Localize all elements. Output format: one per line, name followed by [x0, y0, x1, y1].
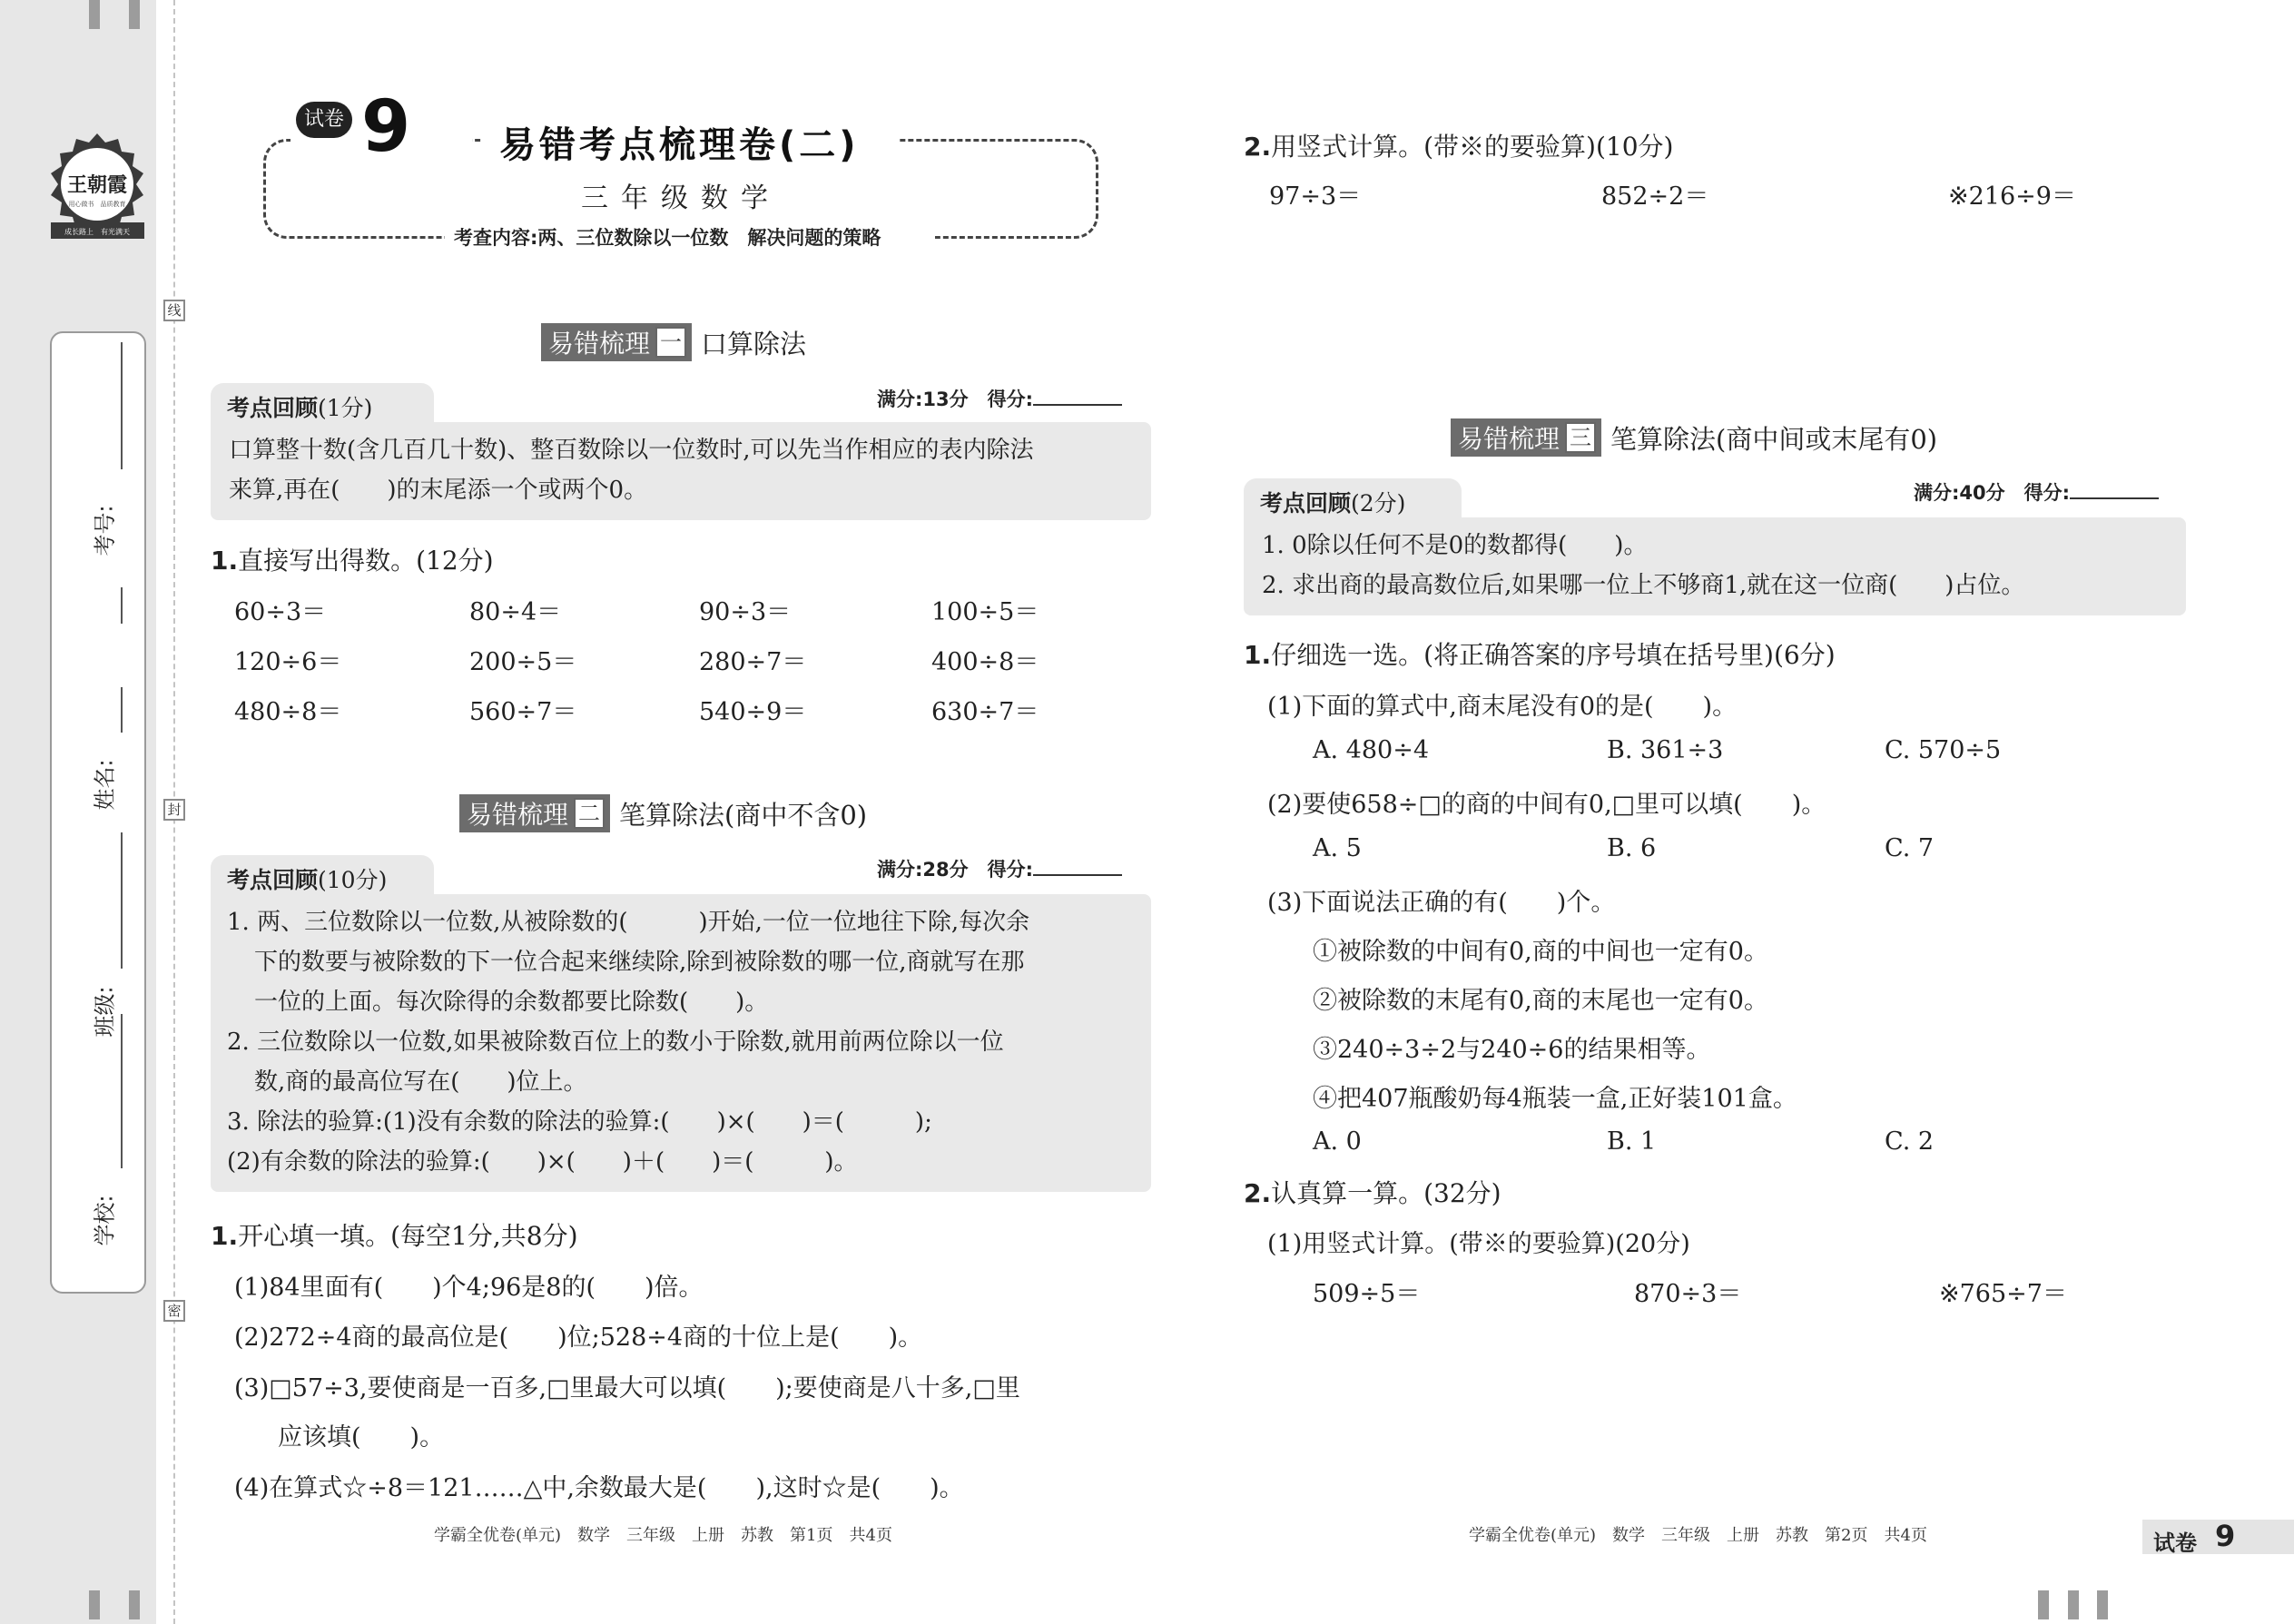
vertical-calc-item: ※765÷7＝ [1939, 1280, 2067, 1308]
mental-calc-item: 560÷7＝ [469, 698, 577, 726]
sub-question: (1)用竖式计算。(带※的要验算)(20分) [1267, 1230, 1690, 1258]
registration-mark [129, 0, 140, 29]
choice-question: (3)下面说法正确的有( )个。 [1267, 889, 1616, 917]
option-b[interactable]: B. 6 [1607, 834, 1657, 862]
fill-in-item: (3)□57÷3,要使商是一百多,□里最大可以填( );要使商是八十多,□里 [234, 1374, 1020, 1403]
registration-mark [129, 1590, 140, 1619]
registration-mark [2038, 1590, 2049, 1619]
fill-in-item: (1)84里面有( )个4;96是8的( )倍。 [234, 1274, 704, 1302]
vertical-calc-item: 852÷2＝ [1601, 182, 1709, 211]
vertical-calc-item: 509÷5＝ [1313, 1280, 1421, 1308]
mental-calc-item: 630÷7＝ [931, 698, 1039, 726]
fill-in-item: (2)272÷4商的最高位是( )位;528÷4商的十位上是( )。 [234, 1324, 923, 1352]
option-c[interactable]: C. 7 [1885, 834, 1935, 862]
option-c[interactable]: C. 2 [1885, 1127, 1935, 1156]
vertical-calc-item: ※216÷9＝ [1948, 182, 2076, 211]
mental-calc-item: 100÷5＝ [931, 598, 1039, 626]
review-tab: 考点回顾(1分) [211, 383, 434, 428]
registration-mark [2097, 1590, 2108, 1619]
statement: ②被除数的末尾有0,商的末尾也一定有0。 [1313, 987, 1768, 1015]
brand-logo [45, 132, 150, 245]
paper-scope: 考查内容:两、三位数除以一位数 解决问题的策略 [454, 227, 881, 249]
registration-mark [89, 1590, 100, 1619]
svg-text:成长路上 有光满天: 成长路上 有光满天 [64, 228, 130, 236]
score-line: 满分:28分 得分: [877, 855, 1122, 882]
score-blank[interactable] [1033, 863, 1122, 876]
fill-in-item: (4)在算式☆÷8＝121……△中,余数最大是( ),这时☆是( )。 [234, 1474, 964, 1502]
section-title-2: 易错梳理 二 笔算除法(商中不含0) [459, 794, 867, 832]
review-text: 口算整十数(含几百几十数)、整百数除以一位数时,可以先当作相应的表内除法 来算,再在( )的末尾添一个或两个0。 [229, 437, 1034, 504]
statement: ①被除数的中间有0,商的中间也一定有0。 [1313, 938, 1768, 966]
registration-mark [89, 0, 100, 29]
vertical-calc-item: 97÷3＝ [1269, 182, 1362, 211]
paper-title: 易错考点梳理卷(二) [499, 124, 860, 166]
corner-number: 9 [2215, 1519, 2236, 1553]
corner-label: 试卷 [2153, 1530, 2197, 1556]
review-text: 1. 0除以任何不是0的数都得( )。 2. 求出商的最高数位后,如果哪一位上不够商1,就在这一位商( )占位。 [1262, 532, 2025, 599]
score-blank[interactable] [2070, 487, 2159, 499]
vertical-calc-item: 870÷3＝ [1634, 1280, 1742, 1308]
mental-calc-item: 540÷9＝ [699, 698, 807, 726]
fill-in-item: 应该填( )。 [278, 1423, 445, 1452]
page-footer-right: 学霸全优卷(单元) 数学 三年级 上册 苏教 第2页 共4页 [1469, 1526, 1927, 1545]
option-b[interactable]: B. 1 [1607, 1127, 1657, 1156]
mental-calc-item: 480÷8＝ [234, 698, 342, 726]
mental-calc-item: 280÷7＝ [699, 648, 807, 676]
option-a[interactable]: A. 0 [1313, 1127, 1362, 1156]
review-tab: 考点回顾(2分) [1244, 478, 1462, 524]
review-text: 1. 两、三位数除以一位数,从被除数的( )开始,一位一位地往下除,每次余 下的数要与被除数的下一位合起来继续除,除到被除数的哪一位,商就写在那 一位的上面。每次除得的余数都要比除数( )。 2. 三位数除以一位数,如果被除数百位上的数小于除数,就用前两位除以一位 数,商的最高位写在( )位上。 3. 除法的验算:(1)没有余数的除法的验算:( )×( )＝( ); (2)有余数的除法的验算:( )×( )＋( )＝( )。 [227, 909, 1030, 1176]
question-heading: 2.认真算一算。(32分) [1244, 1178, 1501, 1208]
cut-mark-mi: 密 [163, 1300, 185, 1322]
choice-question: (2)要使658÷□的商的中间有0,□里可以填( )。 [1267, 791, 1826, 819]
svg-text:用心做书 品质教育: 用心做书 品质教育 [68, 201, 126, 208]
question-heading: 1.仔细选一选。(将正确答案的序号填在括号里)(6分) [1244, 640, 1836, 670]
mental-calc-item: 400÷8＝ [931, 648, 1039, 676]
cut-mark-xian: 线 [163, 300, 185, 321]
section-title-1: 易错梳理 一 口算除法 [541, 323, 806, 361]
registration-mark [2068, 1590, 2079, 1619]
mental-calc-item: 90÷3＝ [699, 598, 792, 626]
option-b[interactable]: B. 361÷3 [1607, 736, 1724, 764]
option-a[interactable]: A. 480÷4 [1313, 736, 1429, 764]
statement: ③240÷3÷2与240÷6的结果相等。 [1313, 1036, 1711, 1064]
paper-subject: 三年级数学 [581, 182, 781, 214]
statement: ④把407瓶酸奶每4瓶装一盒,正好装101盒。 [1313, 1085, 1797, 1113]
paper-badge: 试卷 [296, 102, 352, 138]
mental-calc-item: 200÷5＝ [469, 648, 577, 676]
question-heading: 1.开心填一填。(每空1分,共8分) [211, 1221, 578, 1251]
score-line: 满分:40分 得分: [1914, 478, 2159, 506]
cut-mark-feng: 封 [163, 799, 185, 821]
question-heading: 2.用竖式计算。(带※的要验算)(10分) [1244, 132, 1674, 162]
mental-calc-item: 120÷6＝ [234, 648, 342, 676]
mental-calc-item: 80÷4＝ [469, 598, 562, 626]
student-info-box: 考号: 姓名: 班级: 学校: [50, 331, 146, 1294]
score-line: 满分:13分 得分: [877, 385, 1122, 412]
score-blank[interactable] [1033, 393, 1122, 406]
question-heading: 1.直接写出得数。(12分) [211, 546, 494, 576]
paper-number: 9 [361, 86, 411, 168]
svg-text:王朝霞: 王朝霞 [66, 173, 128, 197]
page-footer-left: 学霸全优卷(单元) 数学 三年级 上册 苏教 第1页 共4页 [434, 1526, 892, 1545]
section-title-3: 易错梳理 三 笔算除法(商中间或末尾有0) [1451, 418, 1937, 457]
choice-question: (1)下面的算式中,商末尾没有0的是( )。 [1267, 693, 1738, 721]
option-a[interactable]: A. 5 [1313, 834, 1362, 862]
review-tab: 考点回顾(10分) [211, 855, 434, 901]
mental-calc-item: 60÷3＝ [234, 598, 327, 626]
option-c[interactable]: C. 570÷5 [1885, 736, 2002, 764]
